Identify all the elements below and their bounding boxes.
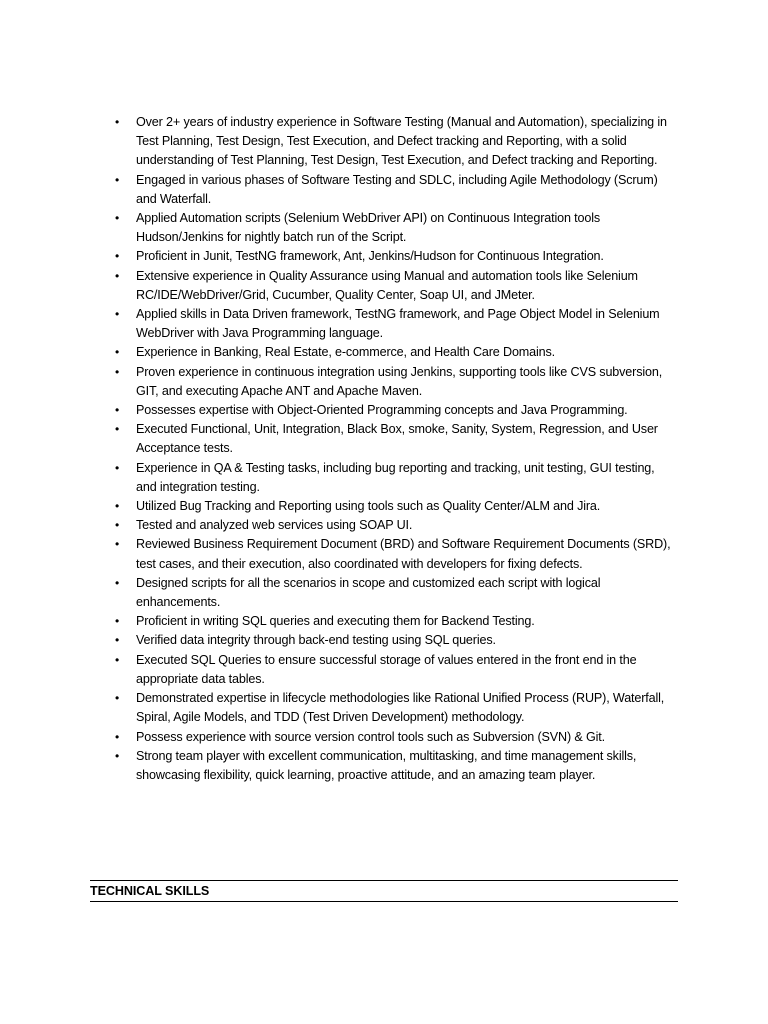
experience-bullet-item: [115, 459, 676, 497]
experience-bullet-text: Possess experience with source version control tools such as Subversion (SVN) & Git.: [136, 729, 605, 744]
experience-bullet-text: Reviewed Business Requirement Document (BRD) and Software Requirement Documents (SRD), test cases, and their execution, also coordinated with developers for fixing defects.: [136, 537, 671, 571]
experience-bullet-item: [115, 343, 676, 362]
experience-bullet-item: [115, 363, 676, 401]
experience-bullet-text: Over 2+ years of industry experience in Software Testing (Manual and Automation), specializing in Test Planning, Test Design, Test Execution, and Defect tracking and Reporting, with a solid understanding of Test Planning, Test Design, Test Execution, and Defect tracking and Reporting.: [136, 115, 667, 168]
experience-bullet-text: Executed SQL Queries to ensure successful storage of values entered in the front end in the appropriate data tables.: [136, 652, 637, 686]
bullet-point-icon: •: [115, 537, 120, 552]
bullet-point-icon: •: [115, 633, 120, 648]
bullet-point-icon: •: [115, 652, 120, 667]
experience-bullet-list: [115, 113, 676, 785]
experience-bullet-item: [115, 247, 676, 266]
experience-bullet-text: Executed Functional, Unit, Integration, Black Box, smoke, Sanity, System, Regression, and User Acceptance tests.: [136, 422, 658, 456]
experience-bullet-text: Engaged in various phases of Software Testing and SDLC, including Agile Methodology (Scrum) and Waterfall.: [136, 172, 658, 206]
bullet-point-icon: •: [115, 460, 120, 475]
experience-bullet-item: [115, 113, 676, 171]
experience-bullet-text: Possesses expertise with Object-Oriented Programming concepts and Java Programming.: [136, 403, 628, 418]
experience-bullet-item: [115, 401, 676, 420]
experience-bullet-item: [115, 497, 676, 516]
bullet-point-icon: •: [115, 499, 120, 514]
bullet-point-icon: •: [115, 518, 120, 533]
experience-bullet-item: [115, 305, 676, 343]
experience-bullet-item: [115, 728, 676, 747]
experience-bullet-text: Experience in Banking, Real Estate, e-commerce, and Health Care Domains.: [136, 345, 555, 360]
experience-bullet-item: [115, 689, 676, 727]
technical-skills-heading: TECHNICAL SKILLS: [90, 880, 678, 902]
bullet-point-icon: •: [115, 403, 120, 418]
bullet-point-icon: •: [115, 729, 120, 744]
experience-bullet-text: Extensive experience in Quality Assurance using Manual and automation tools like Selenium RC/IDE/WebDriver/Grid, Cucumber, Quality Center, Soap UI, and JMeter.: [136, 268, 638, 302]
experience-bullet-item: [115, 631, 676, 650]
experience-bullet-text: Experience in QA & Testing tasks, including bug reporting and tracking, unit testing, GUI testing, and integration testing.: [136, 460, 655, 494]
experience-bullet-text: Proven experience in continuous integration using Jenkins, supporting tools like CVS subversion, GIT, and executing Apache ANT and Apache Maven.: [136, 364, 663, 398]
experience-bullet-item: [115, 574, 676, 612]
bullet-point-icon: •: [115, 172, 120, 187]
bullet-point-icon: •: [115, 364, 120, 379]
bullet-point-icon: •: [115, 748, 120, 763]
bullet-point-icon: •: [115, 307, 120, 322]
experience-bullet-item: [115, 420, 676, 458]
experience-bullet-text: Proficient in writing SQL queries and executing them for Backend Testing.: [136, 614, 535, 629]
bullet-point-icon: •: [115, 115, 120, 129]
experience-bullet-text: Applied skills in Data Driven framework, TestNG framework, and Page Object Model in Selenium WebDriver with Java Programming language.: [136, 307, 660, 341]
bullet-point-icon: •: [115, 691, 120, 706]
experience-bullet-text: Proficient in Junit, TestNG framework, Ant, Jenkins/Hudson for Continuous Integration.: [136, 249, 604, 264]
experience-bullet-text: Verified data integrity through back-end testing using SQL queries.: [136, 633, 496, 648]
experience-bullet-item: [115, 171, 676, 209]
bullet-point-icon: •: [115, 345, 120, 360]
experience-bullet-text: Tested and analyzed web services using SOAP UI.: [136, 518, 413, 533]
bullet-point-icon: •: [115, 575, 120, 590]
experience-bullet-text: Utilized Bug Tracking and Reporting using tools such as Quality Center/ALM and Jira.: [136, 499, 601, 514]
bullet-point-icon: •: [115, 614, 120, 629]
experience-bullet-item: [115, 516, 676, 535]
bullet-point-icon: •: [115, 422, 120, 437]
experience-bullet-text: Designed scripts for all the scenarios in scope and customized each script with logical enhancements.: [136, 575, 601, 610]
experience-bullet-item: [115, 267, 676, 305]
experience-bullet-item: [115, 209, 676, 247]
experience-bullet-text: Strong team player with excellent communication, multitasking, and time management skills, showcasing flexibility, quick learning, proactive attitude, and an amazing team player.: [136, 748, 637, 782]
experience-bullet-item: [115, 747, 676, 785]
experience-bullet-text: Applied Automation scripts (Selenium WebDriver API) on Continuous Integration tools Hudson/Jenkins for nightly batch run of the Script.: [136, 211, 601, 245]
experience-bullet-text: Demonstrated expertise in lifecycle methodologies like Rational Unified Process (RUP), Waterfall, Spiral, Agile Models, and TDD (Test Driven Development) methodology.: [136, 691, 665, 725]
bullet-point-icon: •: [115, 211, 120, 226]
experience-bullet-item: [115, 651, 676, 689]
experience-bullet-item: [115, 612, 676, 631]
experience-bullet-item: [115, 535, 676, 573]
bullet-point-icon: •: [115, 268, 120, 283]
bullet-point-icon: •: [115, 249, 120, 264]
